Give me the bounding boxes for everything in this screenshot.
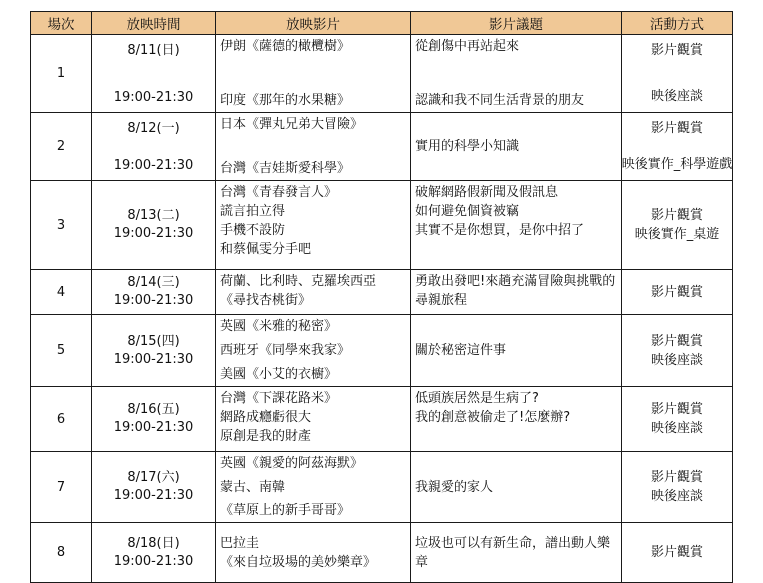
- activity-text: 映後座談: [650, 89, 703, 104]
- session-number: 5: [31, 315, 92, 387]
- issue-text: 實用的科學小知識: [415, 139, 520, 154]
- session-number: 8: [31, 523, 92, 583]
- film-title: 台灣《下課花路米》: [220, 391, 338, 406]
- activity-text: 影片觀賞: [650, 545, 703, 560]
- film-issue-cell: [411, 181, 622, 270]
- screening-date: 8/17(六): [127, 470, 180, 485]
- table-row: [31, 523, 733, 583]
- session-number: 1: [31, 35, 92, 113]
- header-row: [31, 12, 733, 35]
- activity-cell: [622, 113, 733, 181]
- screening-time-cell: [92, 270, 216, 315]
- table-row: [31, 181, 733, 270]
- film-issue-cell: [411, 452, 622, 523]
- screening-date: 8/15(四): [127, 333, 180, 349]
- activity-cell: [622, 387, 733, 452]
- film-list-cell: [216, 181, 411, 270]
- issue-text: 關於秘密這件事: [415, 343, 507, 358]
- film-issue-cell: [411, 315, 622, 387]
- film-title: 手機不設防: [220, 223, 286, 238]
- film-title: 蒙古、南韓: [220, 479, 286, 495]
- screening-date: 8/14(三): [127, 275, 180, 290]
- table-row: [31, 315, 733, 387]
- screening-date: 8/16(五): [127, 402, 180, 417]
- film-title: 《草原上的新手哥哥》: [220, 503, 351, 518]
- film-list-cell: [216, 523, 411, 583]
- activity-cell: [622, 523, 733, 583]
- activity-text: 影片觀賞: [650, 470, 703, 485]
- screening-hours: 19:00-21:30: [113, 553, 194, 569]
- film-title: 西班牙《同學來我家》: [220, 343, 351, 358]
- issue-text: 低頭族居然是生病了?: [415, 391, 539, 406]
- schedule-table: [30, 11, 733, 583]
- activity-text: 影片觀賞: [650, 43, 703, 58]
- film-list-cell: [216, 270, 411, 315]
- screening-hours: 19:00-21:30: [113, 351, 194, 367]
- screening-date: 8/11(日): [127, 43, 180, 58]
- header-activity: 活動方式: [622, 12, 733, 35]
- film-issue-cell: [411, 387, 622, 452]
- activity-cell: [622, 315, 733, 387]
- screening-hours: 19:00-21:30: [113, 293, 194, 308]
- screening-time-cell: [92, 452, 216, 523]
- activity-text: 影片觀賞: [650, 121, 703, 136]
- film-title: 網路成癮虧很大: [220, 410, 312, 425]
- film-issue-cell: [411, 523, 622, 583]
- film-title: 英國《親愛的阿茲海默》: [220, 456, 364, 471]
- header-time: 放映時間: [92, 12, 216, 35]
- activity-text: 影片觀賞: [650, 333, 703, 349]
- screening-hours: 19:00-21:30: [113, 488, 194, 503]
- screening-time-cell: [92, 35, 216, 113]
- issue-text: 從創傷中再站起來: [415, 39, 520, 54]
- table-row: [31, 387, 733, 452]
- activity-text: 映後座談: [650, 489, 703, 504]
- screening-date: 8/13(二): [127, 208, 180, 223]
- issue-text: 垃圾也可以有新生命，譜出動人樂章: [415, 535, 611, 570]
- film-issue-cell: [411, 35, 622, 113]
- film-title: 巴拉圭: [220, 535, 260, 551]
- issue-text: 其實不是你想買，是你中招了: [415, 223, 585, 238]
- activity-text: 影片觀賞: [650, 284, 703, 300]
- film-list-cell: [216, 387, 411, 452]
- film-title: 《來自垃圾場的美妙樂章》: [220, 554, 377, 570]
- issue-text: 我親愛的家人: [415, 479, 494, 495]
- table-row: [31, 270, 733, 315]
- screening-hours: 19:00-21:30: [113, 158, 194, 173]
- issue-text: 如何避免個資被竊: [415, 204, 520, 219]
- film-list-cell: [216, 35, 411, 113]
- issue-text: 破解網路假新聞及假訊息: [415, 185, 559, 200]
- film-title: 和蔡佩雯分手吧: [220, 242, 312, 257]
- screening-hours: 19:00-21:30: [113, 420, 194, 435]
- issue-text: 認識和我不同生活背景的朋友: [415, 93, 585, 108]
- activity-text: 影片觀賞: [650, 208, 703, 223]
- header-issue: 影片議題: [411, 12, 622, 35]
- session-number: 4: [31, 270, 92, 315]
- header-film: 放映影片: [216, 12, 411, 35]
- film-title: 印度《那年的水果糖》: [220, 93, 351, 108]
- screening-date: 8/12(一): [127, 121, 180, 136]
- screening-hours: 19:00-21:30: [113, 226, 194, 241]
- issue-text: 我的創意被偷走了!怎麼辦?: [415, 410, 571, 425]
- issue-text: 勇敢出發吧!來趟充滿冒險與挑戰的尋親旅程: [415, 274, 616, 308]
- film-title: 日本《彈丸兄弟大冒險》: [220, 117, 364, 132]
- film-title: 原創是我的財產: [220, 429, 312, 444]
- activity-cell: [622, 452, 733, 523]
- screening-time-cell: [92, 315, 216, 387]
- activity-cell: [622, 270, 733, 315]
- film-title: 英國《米雅的秘密》: [220, 319, 338, 334]
- activity-text: 映後實作_桌遊: [634, 227, 720, 242]
- film-title: 荷蘭、比利時、克羅埃西亞: [220, 274, 377, 289]
- screening-hours: 19:00-21:30: [113, 90, 194, 105]
- film-issue-cell: [411, 113, 622, 181]
- film-list-cell: [216, 315, 411, 387]
- session-number: 3: [31, 181, 92, 270]
- film-title: 美國《小艾的衣櫥》: [220, 367, 338, 382]
- film-title: 伊朗《薩德的橄欖樹》: [220, 39, 351, 54]
- screening-time-cell: [92, 523, 216, 583]
- film-title: 台灣《吉娃斯愛科學》: [220, 161, 351, 176]
- table-row: [31, 452, 733, 523]
- table-row: [31, 35, 733, 113]
- activity-text: 映後實作_科學遊戲: [621, 157, 733, 172]
- film-list-cell: [216, 452, 411, 523]
- screening-time-cell: [92, 181, 216, 270]
- table-row: [31, 113, 733, 181]
- activity-text: 映後座談: [650, 352, 703, 368]
- screening-date: 8/18(日): [127, 535, 180, 551]
- schedule-body: [31, 35, 733, 583]
- film-title: 《尋找杏桃街》: [220, 293, 312, 308]
- activity-cell: [622, 181, 733, 270]
- film-title: 謊言拍立得: [220, 204, 286, 219]
- film-title: 台灣《青春發言人》: [220, 185, 338, 200]
- session-number: 6: [31, 387, 92, 452]
- session-number: 2: [31, 113, 92, 181]
- screening-time-cell: [92, 113, 216, 181]
- film-list-cell: [216, 113, 411, 181]
- film-issue-cell: [411, 270, 622, 315]
- activity-cell: [622, 35, 733, 113]
- activity-text: 映後座談: [650, 421, 703, 436]
- screening-time-cell: [92, 387, 216, 452]
- header-session: 場次: [31, 12, 92, 35]
- session-number: 7: [31, 452, 92, 523]
- activity-text: 影片觀賞: [650, 402, 703, 417]
